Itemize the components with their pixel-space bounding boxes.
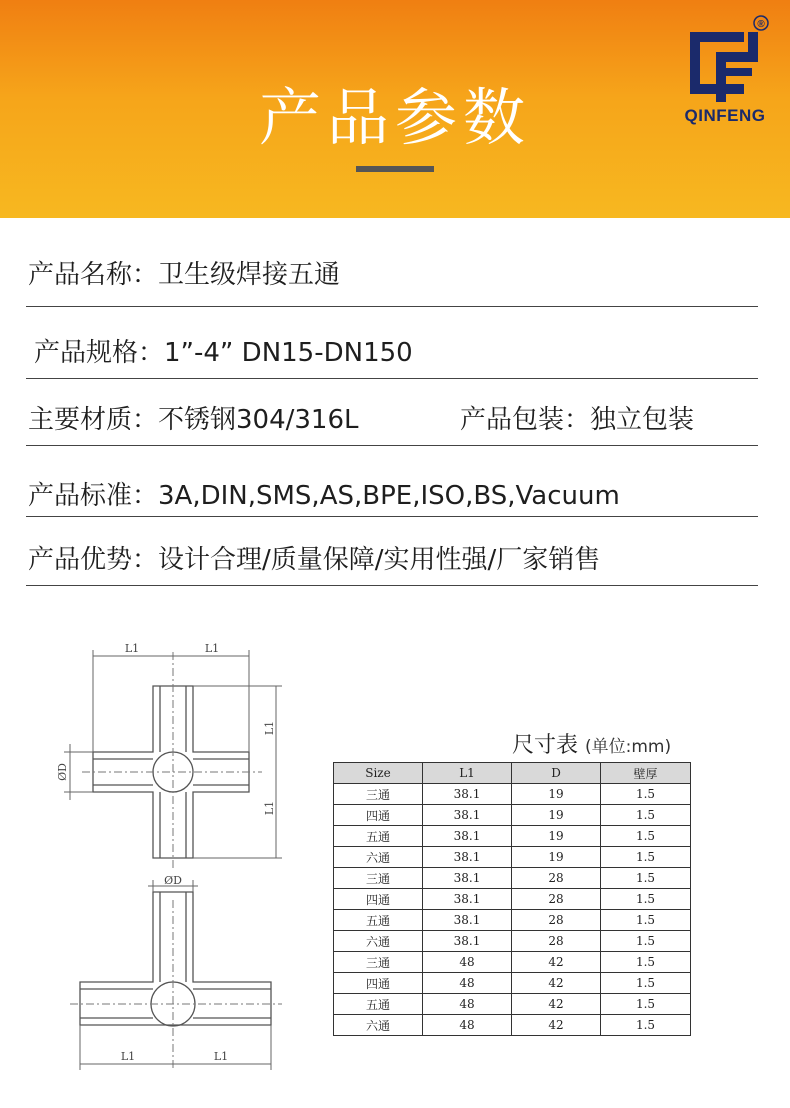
cell-size: 五通: [334, 994, 423, 1015]
cell-d: 42: [512, 1015, 601, 1036]
spec-standard: 产品标准：3A,DIN,SMS,AS,BPE,ISO,BS,Vacuum: [28, 481, 620, 511]
cell-d: 42: [512, 973, 601, 994]
cell-l1: 38.1: [423, 805, 512, 826]
cell-d: 28: [512, 931, 601, 952]
table-row: [334, 910, 691, 931]
tee-l1-left-label: L1: [120, 1050, 136, 1063]
col-header-l1: L1: [423, 763, 512, 784]
table-row: [334, 889, 691, 910]
cross-l1-right-label: L1: [204, 642, 220, 655]
cross-l1-down-label: L1: [263, 800, 276, 816]
cell-wall: 1.5: [601, 931, 691, 952]
cross-l1-left-label: L1: [124, 642, 140, 655]
cell-wall: 1.5: [601, 952, 691, 973]
spec-advantage: 产品优势：设计合理/质量保障/实用性强/厂家销售: [28, 545, 601, 575]
table-row: [334, 931, 691, 952]
cell-l1: 38.1: [423, 910, 512, 931]
cell-size: 六通: [334, 931, 423, 952]
cell-wall: 1.5: [601, 805, 691, 826]
table-row: [334, 868, 691, 889]
table-header-row: [334, 763, 691, 784]
cell-size: 三通: [334, 952, 423, 973]
cell-d: 42: [512, 994, 601, 1015]
cell-d: 19: [512, 847, 601, 868]
table-body: [334, 784, 691, 1036]
cell-d: 28: [512, 910, 601, 931]
col-header-wall: 壁厚: [601, 763, 691, 784]
table-row: [334, 1015, 691, 1036]
table-row: [334, 973, 691, 994]
cell-d: 28: [512, 889, 601, 910]
cell-l1: 48: [423, 952, 512, 973]
cross-l1-up-label: L1: [263, 720, 276, 736]
table-row: [334, 994, 691, 1015]
cell-size: 四通: [334, 973, 423, 994]
dimension-table-title: [512, 728, 671, 759]
cell-wall: 1.5: [601, 826, 691, 847]
cell-d: 28: [512, 868, 601, 889]
cell-l1: 38.1: [423, 889, 512, 910]
cell-l1: 38.1: [423, 826, 512, 847]
tee-fitting-outline: [80, 892, 271, 1025]
cell-size: 六通: [334, 847, 423, 868]
col-header-d: D: [512, 763, 601, 784]
cell-size: 四通: [334, 889, 423, 910]
spec-packaging: 产品包装：独立包装: [460, 405, 695, 435]
cell-size: 四通: [334, 805, 423, 826]
dimension-table-title-text: 尺寸表: [512, 733, 579, 758]
cell-wall: 1.5: [601, 784, 691, 805]
cell-d: 19: [512, 784, 601, 805]
col-header-size: Size: [334, 763, 423, 784]
cell-wall: 1.5: [601, 1015, 691, 1036]
cell-size: 五通: [334, 910, 423, 931]
table-row: [334, 784, 691, 805]
cell-l1: 38.1: [423, 868, 512, 889]
cell-l1: 48: [423, 994, 512, 1015]
dimension-table: [333, 762, 691, 1036]
cell-d: 42: [512, 952, 601, 973]
cell-size: 六通: [334, 1015, 423, 1036]
table-row: [334, 952, 691, 973]
cell-wall: 1.5: [601, 973, 691, 994]
spec-product-name: 产品名称：卫生级焊接五通: [28, 260, 341, 290]
cell-size: 三通: [334, 784, 423, 805]
cell-wall: 1.5: [601, 847, 691, 868]
cell-l1: 38.1: [423, 847, 512, 868]
tee-d-label: ØD: [164, 874, 182, 887]
cell-wall: 1.5: [601, 889, 691, 910]
cell-wall: 1.5: [601, 868, 691, 889]
cell-d: 19: [512, 805, 601, 826]
cell-wall: 1.5: [601, 994, 691, 1015]
tee-l1-right-label: L1: [213, 1050, 229, 1063]
table-row: [334, 847, 691, 868]
cell-size: 三通: [334, 868, 423, 889]
table-row: [334, 805, 691, 826]
table-row: [334, 826, 691, 847]
cell-l1: 48: [423, 973, 512, 994]
registered-mark: ®: [757, 19, 765, 30]
cell-d: 19: [512, 826, 601, 847]
spec-product-size: 产品规格：1”-4” DN15-DN150: [34, 338, 413, 368]
cell-l1: 38.1: [423, 931, 512, 952]
dimension-table-unit: (单位:mm): [585, 737, 672, 757]
cross-d-label: ØD: [56, 763, 69, 781]
cell-l1: 38.1: [423, 784, 512, 805]
cell-l1: 48: [423, 1015, 512, 1036]
logo-text: QINFENG: [684, 106, 766, 125]
cell-wall: 1.5: [601, 910, 691, 931]
spec-material: 主要材质：不锈钢304/316L: [28, 405, 359, 435]
cell-size: 五通: [334, 826, 423, 847]
page-title: 产品参数: [258, 81, 531, 154]
